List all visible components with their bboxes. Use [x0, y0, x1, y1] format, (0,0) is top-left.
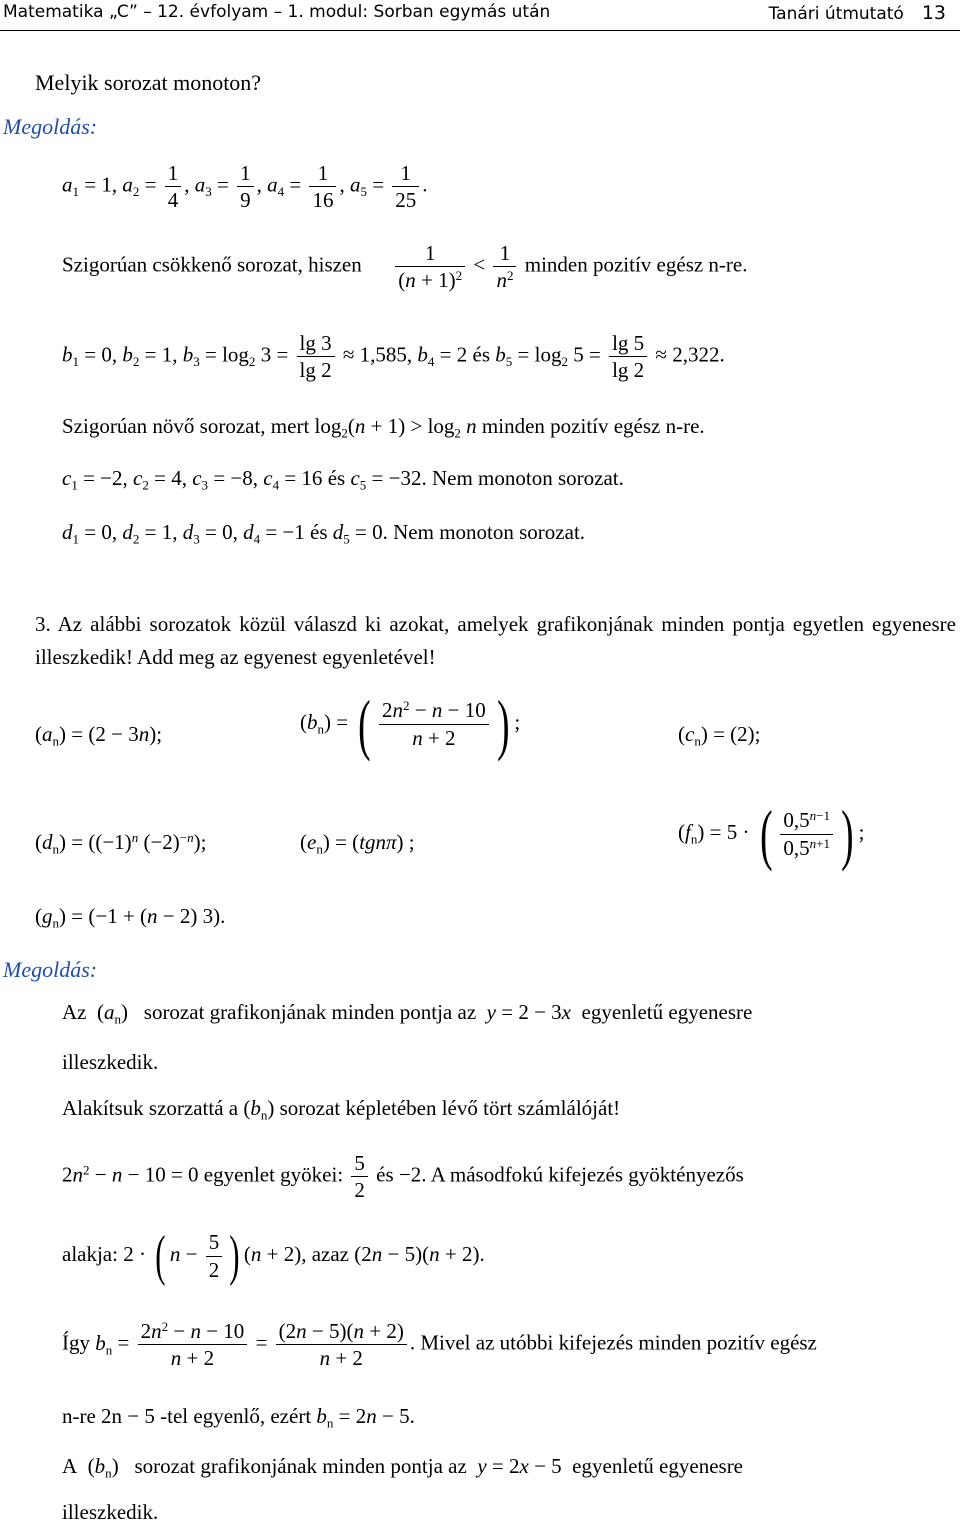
- a-monotonic-statement: Szigorúan csökkenő sorozat, hiszen $\frac{1}{(n + 1)^2}$ < $\frac{1}{n^2}$ minden pozitív egész n-re.: [62, 241, 748, 293]
- solution-line-7: A $(b_n)$ sorozat grafikonjának minden pontja az y = 2x − 5 egyenletű egyenesre: [62, 1454, 744, 1481]
- b-tail: minden pozitív egész n-re.: [481, 414, 705, 438]
- seq-f-def: $(f_n) = 5$ · ( $\frac{0,5^{n-1}}{0,5^{n+1}}$ ) ;: [678, 796, 865, 872]
- header-right: [769, 2, 946, 24]
- s6: n-re 2n − 5 -tel egyenlő, ezért: [62, 1404, 312, 1428]
- s5-pre: Így: [62, 1330, 90, 1355]
- seq-c-def: $(c_n) = (2)$;: [678, 722, 761, 749]
- b-monotonic-statement: Szigorúan növő sorozat, mert $\log_2(n + 1) > \log_2 n$ minden pozitív egész n-re.: [62, 414, 705, 441]
- s7-mid: sorozat grafikonjának minden pontja az: [134, 1454, 467, 1478]
- question-text: Melyik sorozat monoton?: [35, 70, 262, 95]
- s1-post: egyenletű egyenesre: [581, 1000, 753, 1024]
- page-header: [0, 0, 960, 31]
- solution-line-4: alakja: 2 · ( n − $\frac{5}{2}$ ) (n + 2), azaz (2n − 5)(n + 2).: [62, 1225, 485, 1287]
- s4-pre: alakja:: [62, 1241, 118, 1266]
- s2-pre: Alakítsuk szorzattá a: [62, 1096, 239, 1120]
- c-es: és: [327, 466, 346, 490]
- s3-post: . A másodfokú kifejezés gyöktényezős: [421, 1162, 744, 1187]
- a-text: Szigorúan csökkenő sorozat, hiszen: [62, 252, 362, 277]
- s1-mid: sorozat grafikonjának minden pontja az: [143, 1000, 477, 1024]
- d-sequence-terms: $d_1 = 0$, $d_2 = 1$, $d_3 = 0$, $d_4 = -1$ és $d_5 = 0$. Nem monoton sorozat.: [62, 520, 586, 547]
- page-number: 13: [921, 2, 946, 24]
- seq-g-def: $(g_n) = (-1 + (n - 2)$ 3).: [35, 904, 226, 931]
- c-sequence-terms: $c_1 = -2$, $c_2 = 4$, $c_3 = -8$, $c_4 = 16$ és $c_5 = -32$. Nem monoton sorozat.: [62, 466, 624, 493]
- s4-mid: , azaz: [301, 1241, 350, 1266]
- seq-a-def: $(a_n) = (2 - 3n)$;: [35, 722, 163, 749]
- solution-line-5: Így $b_n$ = $\frac{2n^2 - n - 10}{n + 2}$ = $\frac{(2n - 5)(n + 2)}{n + 2}$ . Mivel az utóbbi kifejezés minden pozitív egész: [62, 1318, 817, 1371]
- header-title: Matematika „C” – 12. évfolyam – 1. modul: Sorban egymás után: [3, 2, 551, 22]
- seq-e-def: $(e_n) = (tgn\pi)$ ;: [300, 830, 415, 857]
- solution-line-7-end: illeszkedik.: [62, 1500, 159, 1524]
- solution-label-3: Megoldás:: [3, 957, 98, 982]
- exercise-3-text: 3. Az alábbi sorozatok közül válaszd ki azokat, amelyek grafikonjának minden pontja egyetlen egyenesre illeszkedik! Add meg az egyenest egyenletével!: [35, 612, 956, 669]
- s3-mid: egyenlet gyökei:: [203, 1162, 344, 1187]
- solution-line-1-end: illeszkedik.: [62, 1050, 159, 1074]
- header-guide-label: Tanári útmutató: [768, 4, 904, 24]
- s7-post: egyenletű egyenesre: [572, 1454, 744, 1478]
- s7-pre: A: [62, 1454, 78, 1478]
- solution-line-2: Alakítsuk szorzattá a $(b_n)$ sorozat képletében lévő tört számlálóját!: [62, 1096, 621, 1123]
- b-text: Szigorúan növő sorozat, mert: [62, 414, 310, 438]
- solution-line-3: $2n^2 - n - 10 = 0$ egyenlet gyökei: $\frac{5}{2}$ és −2. A másodfokú kifejezés gyöktényezős: [62, 1151, 744, 1203]
- b3-approx: 1,585: [359, 342, 407, 367]
- s2-post: sorozat képletében lévő tört számlálóját!: [279, 1096, 621, 1120]
- s1-pre: Az: [62, 1000, 87, 1024]
- a-tail: minden pozitív egész n-re.: [524, 252, 748, 277]
- b-sequence-terms: $b_1 = 0$, $b_2 = 1$, $b_3 = \log_2 3$ = $\frac{\lg 3}{\lg 2}$ ≈ 1,585, $b_4 = 2$ és $b_5 = \log_2 5$ = $\frac{\lg 5}{\lg 2}$ ≈ 2,322.: [62, 331, 725, 383]
- solution-label-1: Megoldás:: [3, 114, 98, 139]
- d-es: és: [310, 520, 328, 544]
- solution-line-6: n-re 2n − 5 -tel egyenlő, ezért $b_n = 2n - 5$.: [62, 1404, 415, 1431]
- b-es: és: [472, 342, 491, 367]
- a-sequence-terms: $a_1 = 1$, $a_2$ = $\frac{1}{4}$ , $a_3$ = $\frac{1}{9}$ , $a_4$ = $\frac{1}{16}$ , $a_5$ = $\frac{1}{25}$ .: [62, 161, 428, 213]
- seq-d-def: $(d_n) = ((-1)^n$ $(-2)^{-n}$);: [35, 829, 207, 857]
- c-tail: Nem monoton sorozat.: [431, 466, 624, 490]
- seq-b-def: $(b_n)$ = ( $\frac{2n^2 - n - 10}{n + 2}$ ) ;: [300, 686, 521, 762]
- solution-line-1: Az $(a_n)$ sorozat grafikonjának minden pontja az y = 2 − 3x egyenletű egyenesre: [62, 1000, 753, 1027]
- s5-post: . Mivel az utóbbi kifejezés minden pozitív egész: [409, 1330, 817, 1355]
- s3-es: és: [376, 1162, 394, 1187]
- d-tail: Nem monoton sorozat.: [393, 520, 586, 544]
- b5-approx: 2,322: [672, 342, 720, 367]
